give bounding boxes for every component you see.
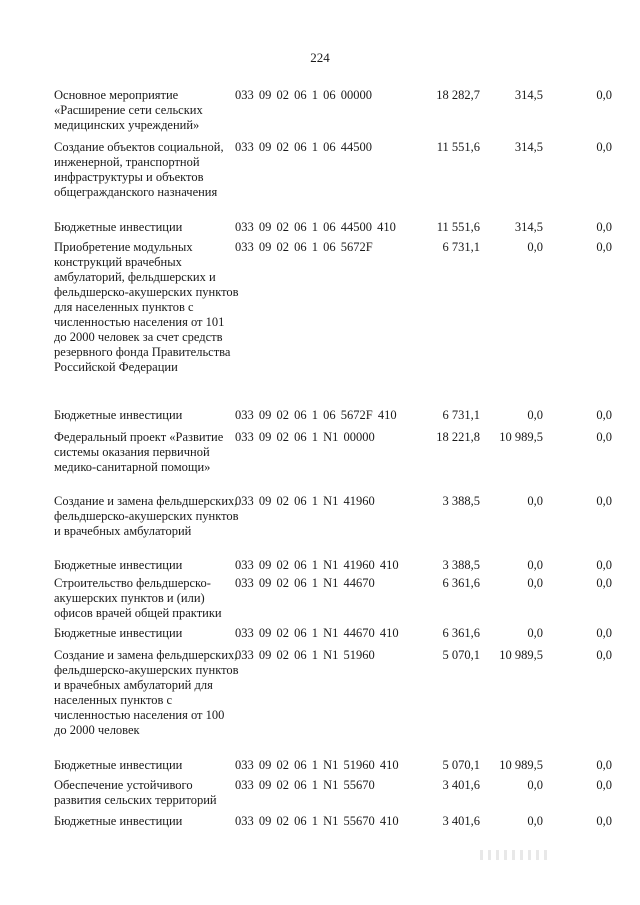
- row-value-2: 0,0: [527, 626, 543, 640]
- row-value-1: 6 361,6: [442, 626, 480, 640]
- table-row: [0, 220, 640, 240]
- table-row: [0, 88, 640, 140]
- row-value-3: 0,0: [596, 778, 612, 792]
- row-name: Бюджетные инвестиции: [54, 220, 183, 234]
- row-value-2: 0,0: [527, 576, 543, 590]
- row-name: Создание объектов социальной, инженерной, транспортной инфраструктуры и объектов общегражданского назначения: [54, 140, 224, 199]
- row-value-1: 11 551,6: [436, 140, 480, 154]
- table-row: [0, 558, 640, 576]
- row-value-1: 6 361,6: [442, 576, 480, 590]
- row-code: 033 09 02 06 1 N1 41960 410: [235, 558, 399, 572]
- row-code: 033 09 02 06 1 N1 55670 410: [235, 814, 399, 828]
- row-code: 033 09 02 06 1 N1 00000: [235, 430, 375, 444]
- table-row: [0, 408, 640, 430]
- row-value-2: 314,5: [514, 220, 543, 234]
- row-value-2: 10 989,5: [499, 430, 543, 444]
- row-value-1: 6 731,1: [442, 240, 480, 254]
- page-number: 224: [310, 50, 330, 65]
- row-value-1: 3 388,5: [442, 558, 480, 572]
- row-value-1: 5 070,1: [442, 758, 480, 772]
- row-value-1: 18 221,8: [436, 430, 480, 444]
- table-row: [0, 758, 640, 778]
- row-code: 033 09 02 06 1 N1 51960 410: [235, 758, 399, 772]
- row-name: Федеральный проект «Развитие системы оказания первичной медико-санитарной помощи»: [54, 430, 224, 474]
- row-value-3: 0,0: [596, 558, 612, 572]
- row-name: Приобретение модульных конструкций врачебных амбулаторий, фельдшерских и фельдшерско-акушерских пунктов для населенных пунктов с численностью населения от 101 до 2000 человек за счет средств резервного фонда Правительства Российской Федерации: [54, 240, 239, 374]
- table-row: [0, 430, 640, 494]
- row-name: Бюджетные инвестиции: [54, 408, 183, 422]
- row-value-2: 314,5: [514, 88, 543, 102]
- row-code: 033 09 02 06 1 N1 55670: [235, 778, 375, 792]
- table-row: [0, 778, 640, 814]
- row-value-3: 0,0: [596, 494, 612, 508]
- row-value-3: 0,0: [596, 626, 612, 640]
- row-name: Строительство фельдшерско-акушерских пунктов и (или) офисов врачей общей практики: [54, 576, 222, 620]
- row-value-2: 314,5: [514, 140, 543, 154]
- row-code: 033 09 02 06 1 06 00000: [235, 88, 372, 102]
- row-name: Обеспечение устойчивого развития сельских территорий: [54, 778, 217, 807]
- scan-smudge: [480, 850, 550, 860]
- row-value-3: 0,0: [596, 430, 612, 444]
- row-code: 033 09 02 06 1 06 44500 410: [235, 220, 396, 234]
- row-value-1: 5 070,1: [442, 648, 480, 662]
- row-value-3: 0,0: [596, 758, 612, 772]
- row-name: Бюджетные инвестиции: [54, 626, 183, 640]
- row-value-2: 10 989,5: [499, 648, 543, 662]
- table-row: [0, 814, 640, 834]
- table-row: [0, 140, 640, 220]
- row-code: 033 09 02 06 1 06 44500: [235, 140, 372, 154]
- row-value-2: 0,0: [527, 240, 543, 254]
- row-value-3: 0,0: [596, 648, 612, 662]
- row-name: Бюджетные инвестиции: [54, 758, 183, 772]
- row-code: 033 09 02 06 1 N1 44670: [235, 576, 375, 590]
- row-value-3: 0,0: [596, 240, 612, 254]
- row-value-2: 0,0: [527, 778, 543, 792]
- row-value-3: 0,0: [596, 576, 612, 590]
- row-value-2: 0,0: [527, 494, 543, 508]
- row-name: Создание и замена фельдшерских, фельдшерско-акушерских пунктов и врачебных амбулаторий для населенных пунктов с численностью населения от 100 до 2000 человек: [54, 648, 239, 737]
- row-code: 033 09 02 06 1 N1 41960: [235, 494, 375, 508]
- row-value-1: 3 401,6: [442, 814, 480, 828]
- row-name: Создание и замена фельдшерских, фельдшерско-акушерских пунктов и врачебных амбулаторий: [54, 494, 239, 538]
- row-value-1: 18 282,7: [436, 88, 480, 102]
- row-value-3: 0,0: [596, 814, 612, 828]
- table-row: [0, 494, 640, 558]
- row-code: 033 09 02 06 1 N1 44670 410: [235, 626, 399, 640]
- row-value-3: 0,0: [596, 408, 612, 422]
- row-code: 033 09 02 06 1 06 5672F: [235, 240, 373, 254]
- row-code: 033 09 02 06 1 N1 51960: [235, 648, 375, 662]
- row-value-2: 0,0: [527, 408, 543, 422]
- row-value-3: 0,0: [596, 88, 612, 102]
- row-name: Бюджетные инвестиции: [54, 814, 183, 828]
- row-value-2: 0,0: [527, 558, 543, 572]
- table-row: [0, 576, 640, 626]
- row-value-1: 11 551,6: [436, 220, 480, 234]
- table-row: [0, 648, 640, 758]
- row-value-2: 0,0: [527, 814, 543, 828]
- row-code: 033 09 02 06 1 06 5672F 410: [235, 408, 397, 422]
- row-value-3: 0,0: [596, 140, 612, 154]
- row-value-1: 6 731,1: [442, 408, 480, 422]
- budget-table: [0, 88, 640, 834]
- row-name: Бюджетные инвестиции: [54, 558, 183, 572]
- row-value-1: 3 388,5: [442, 494, 480, 508]
- row-value-1: 3 401,6: [442, 778, 480, 792]
- row-value-2: 10 989,5: [499, 758, 543, 772]
- row-name: Основное мероприятие «Расширение сети сельских медицинских учреждений»: [54, 88, 203, 132]
- row-value-3: 0,0: [596, 220, 612, 234]
- table-row: [0, 240, 640, 408]
- table-row: [0, 626, 640, 648]
